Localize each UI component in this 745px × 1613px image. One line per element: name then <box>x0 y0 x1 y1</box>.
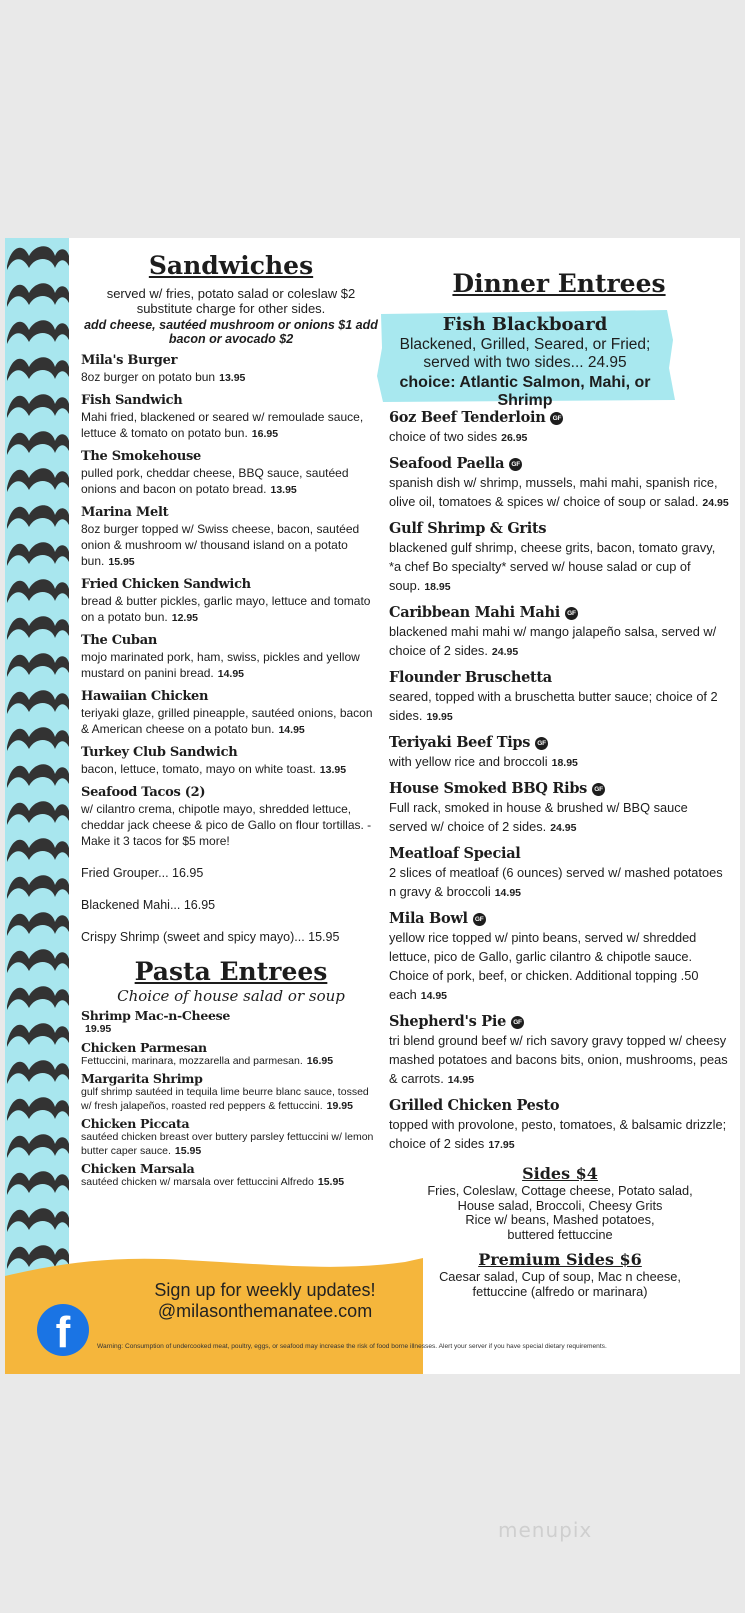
sandwiches-note: served w/ fries, potato salad or coleslaw $2 substitute charge for other sides. <box>106 286 356 316</box>
item-price: 13.95 <box>319 764 347 776</box>
side-line: buttered fettuccine <box>507 1226 613 1242</box>
item-name: Shepherd's Pie GF <box>389 1012 729 1031</box>
seafood-tacos-item <box>81 785 381 849</box>
wave-mark <box>7 468 69 492</box>
sandwiches-addons: add cheese, sautéed mushroom or onions $1 add bacon or avocado $2 <box>84 318 378 346</box>
item-name: Seafood Paella GF <box>389 454 729 473</box>
item-desc: choice of two sides 26.95 <box>389 429 528 444</box>
wave-mark <box>7 394 69 418</box>
item-name: Margarita Shrimp <box>81 1071 203 1086</box>
item-price: 16.95 <box>306 1054 334 1067</box>
item-name: 6oz Beef Tenderloin GF <box>389 408 729 427</box>
wave-mark <box>7 653 69 677</box>
wave-mark <box>7 505 69 529</box>
item-desc: seared, topped with a bruschetta butter sauce; choice of 2 sides. 19.95 <box>389 689 718 723</box>
signup-text <box>135 1280 395 1322</box>
item-price: 15.95 <box>174 1144 202 1157</box>
menu-item <box>389 408 729 448</box>
item-price: 14.95 <box>420 990 448 1002</box>
menu-item <box>389 733 729 773</box>
item-price: 19.95 <box>326 1099 353 1112</box>
menu-item <box>389 1096 729 1155</box>
side-line: Fries, Coleslaw, Cottage cheese, Potato salad, <box>427 1183 693 1198</box>
wave-mark <box>7 579 69 603</box>
left-column <box>81 250 381 1190</box>
item-desc: tri blend ground beef w/ rich savory gravy topped w/ cheesy mashed potatoes and bacons bits, onion, mushrooms, peas & carrots. 14.95 <box>389 1033 728 1086</box>
item-price: 12.95 <box>171 612 199 624</box>
pasta-note: Choice of house salad or soup <box>117 987 345 1005</box>
signup-line-2[interactable]: @milasonthemanatee.com <box>157 1301 373 1321</box>
menu-item <box>81 1071 381 1113</box>
premium-side-line: fettuccine (alfredo or marinara) <box>472 1283 648 1299</box>
premium-sides-list <box>410 1270 710 1299</box>
pasta-list <box>81 1008 381 1190</box>
taco-option: Crispy Shrimp (sweet and spicy mayo)... 15.95 <box>81 930 340 944</box>
menu-item <box>389 1012 729 1090</box>
menu-item <box>81 1116 381 1158</box>
menu-item <box>389 454 729 513</box>
item-name: Meatloaf Special <box>389 845 521 862</box>
side-line: House salad, Broccoli, Cheesy Grits <box>457 1197 663 1213</box>
menu-item <box>81 689 381 738</box>
item-desc: pulled pork, cheddar cheese, BBQ sauce, sautéed onions and bacon on potato bread. 13.95 <box>81 466 349 496</box>
menu-item <box>389 603 729 662</box>
item-desc: bread & butter pickles, garlic mayo, lettuce and tomato on a potato bun. 12.95 <box>81 594 371 624</box>
menu-item <box>81 1008 381 1037</box>
item-desc: bacon, lettuce, tomato, mayo on white toast. 13.95 <box>81 762 347 776</box>
item-desc: Mahi fried, blackened or seared w/ remoulade sauce, lettuce & tomato on potato bun. 16.95 <box>81 410 364 440</box>
wave-mark <box>7 431 69 455</box>
item-desc: with yellow rice and broccoli 18.95 <box>389 754 578 769</box>
sandwiches-title: Sandwiches <box>148 251 314 280</box>
side-line: Rice w/ beans, Mashed potatoes, <box>465 1212 655 1227</box>
item-desc: topped with provolone, pesto, tomatoes, & balsamic drizzle; choice of 2 sides 17.95 <box>389 1117 727 1151</box>
wave-mark <box>7 246 69 270</box>
item-price: 24.95 <box>702 497 729 509</box>
dinner-list <box>389 408 729 1155</box>
item-name: Turkey Club Sandwich <box>81 745 238 760</box>
item-price: 19.95 <box>85 1023 112 1035</box>
item-name: Mila's Burger <box>81 353 178 368</box>
item-price: 17.95 <box>488 1139 515 1151</box>
menu-item <box>81 1161 381 1190</box>
food-warning: Warning: Consumption of undercooked meat, poultry, eggs, or seafood may increase the risk of food borne illnesses. Alert your server if you have special dietary requirements. <box>97 1343 607 1350</box>
premium-side-line: Caesar salad, Cup of soup, Mac n cheese, <box>439 1269 681 1284</box>
menu-item <box>389 668 729 727</box>
item-desc: 2 slices of meatloaf (6 ounces) served w/ mashed potatoes n gravy & broccoli 14.95 <box>389 865 723 899</box>
wave-mark <box>7 690 69 714</box>
menu-item <box>81 633 381 682</box>
menu-item <box>81 505 381 570</box>
item-price: 26.95 <box>501 432 528 444</box>
item-desc <box>81 1023 381 1037</box>
menu-item <box>389 519 729 597</box>
wave-mark <box>7 1208 69 1232</box>
item-price: 18.95 <box>551 757 578 769</box>
tacos-extra: Make it 3 tacos for $5 more! <box>81 834 230 848</box>
gluten-free-icon: GF <box>511 1016 524 1029</box>
menu-page <box>5 238 740 1374</box>
gluten-free-icon: GF <box>565 607 578 620</box>
right-column <box>389 268 729 1155</box>
item-price: 15.95 <box>317 1176 345 1188</box>
item-price: 16.95 <box>251 428 279 440</box>
wave-mark <box>7 1097 69 1121</box>
item-name: The Cuban <box>81 633 157 648</box>
item-name: Shrimp Mac-n-Cheese <box>81 1008 231 1023</box>
item-name: Fried Chicken Sandwich <box>81 577 251 592</box>
wave-mark <box>7 320 69 344</box>
wave-mark <box>7 949 69 973</box>
wave-mark <box>7 1060 69 1084</box>
menu-item <box>389 909 729 1006</box>
gluten-free-icon: GF <box>509 458 522 471</box>
item-price: 19.95 <box>426 711 453 723</box>
wave-pattern-strip <box>5 238 69 1374</box>
menu-item <box>81 745 381 778</box>
item-name: Grilled Chicken Pesto <box>389 1097 560 1114</box>
item-desc: gulf shrimp sautéed in tequila lime beurre blanc sauce, tossed w/ fresh jalapeños, roasted red peppers & fettuccini. 19.95 <box>81 1086 369 1112</box>
fish-board-content <box>375 310 675 410</box>
item-desc: spanish dish w/ shrimp, mussels, mahi mahi, spanish rice, olive oil, tomatoes & spices w/ choice of soup or salad. 24.95 <box>389 475 729 509</box>
taco-options <box>81 865 381 945</box>
wave-mark <box>7 912 69 936</box>
item-name: Chicken Marsala <box>81 1161 195 1176</box>
item-price: 15.95 <box>108 556 135 568</box>
signup-line-1: Sign up for weekly updates! <box>154 1280 376 1300</box>
item-name: Chicken Parmesan <box>81 1039 207 1055</box>
wave-mark <box>7 727 69 751</box>
item-desc: Fettuccini, marinara, mozzarella and parmesan. 16.95 <box>81 1054 334 1067</box>
item-name: Teriyaki Beef Tips GF <box>389 733 729 752</box>
wave-mark <box>7 1134 69 1158</box>
item-price: 13.95 <box>270 484 297 496</box>
sides-list <box>410 1184 710 1242</box>
wave-mark <box>7 357 69 381</box>
menu-item <box>389 844 729 903</box>
item-name: Hawaiian Chicken <box>81 689 209 704</box>
taco-option: Blackened Mahi... 16.95 <box>81 898 216 912</box>
menu-item <box>81 577 381 626</box>
item-desc: 8oz burger on potato bun 13.95 <box>81 370 246 384</box>
fish-board-title: Fish Blackboard <box>442 314 608 335</box>
facebook-icon[interactable]: f <box>37 1304 89 1356</box>
item-desc: mojo marinated pork, ham, swiss, pickles and yellow mustard on panini bread. 14.95 <box>81 650 360 680</box>
item-desc: blackened mahi mahi w/ mango jalapeño salsa, served w/ choice of 2 sides. 24.95 <box>389 624 717 658</box>
gluten-free-icon: GF <box>592 783 605 796</box>
dinner-title: Dinner Entrees <box>452 269 666 298</box>
menu-item <box>81 449 381 498</box>
wave-mark <box>7 838 69 862</box>
sides-block <box>410 1164 710 1299</box>
fish-blackboard <box>389 310 729 409</box>
item-price: 24.95 <box>491 646 519 658</box>
gluten-free-icon: GF <box>473 913 486 926</box>
watermark: menupix <box>498 1518 593 1542</box>
wave-mark <box>7 801 69 825</box>
item-name: Gulf Shrimp & Grits <box>389 520 547 537</box>
item-desc: Full rack, smoked in house & brushed w/ BBQ sauce served w/ choice of 2 sides. 24.95 <box>389 800 688 834</box>
wave-mark <box>7 616 69 640</box>
wave-mark <box>7 542 69 566</box>
gluten-free-icon: GF <box>550 412 563 425</box>
item-desc: sautéed chicken breast over buttery parsley fettuccini w/ lemon butter caper sauce. 15.95 <box>81 1131 374 1157</box>
wave-mark <box>7 283 69 307</box>
gluten-free-icon: GF <box>535 737 548 750</box>
item-desc: w/ cilantro crema, chipotle mayo, shredded lettuce, cheddar jack cheese & pico de Gallo on flour tortillas. - <box>81 802 372 832</box>
menu-item <box>389 779 729 838</box>
item-desc: yellow rice topped w/ pinto beans, served w/ shredded lettuce, pico de Gallo, garlic cilantro & chipotle sauce. Choice of pork, beef, or chicken. Additional topping .50 each 14.95 <box>389 930 699 1002</box>
item-name: The Smokehouse <box>81 449 201 464</box>
item-desc: 8oz burger topped w/ Swiss cheese, bacon, sautéed onion & mushroom w/ thousand island on a potato bun. 15.95 <box>81 522 360 568</box>
sandwich-list <box>81 353 381 778</box>
item-name: Fish Sandwich <box>81 393 183 408</box>
sides-title: Sides $4 <box>522 1164 598 1183</box>
fish-board-choice: choice: Atlantic Salmon, Mahi, or Shrimp <box>399 374 651 409</box>
item-price: 24.95 <box>550 822 577 834</box>
item-desc: sautéed chicken w/ marsala over fettuccini Alfredo 15.95 <box>81 1176 345 1188</box>
item-name: Caribbean Mahi Mahi GF <box>389 603 729 622</box>
item-price: 14.95 <box>278 724 305 736</box>
item-price: 14.95 <box>217 668 245 680</box>
item-name: Chicken Piccata <box>81 1116 190 1131</box>
menu-item <box>81 353 381 386</box>
item-name: Flounder Bruschetta <box>389 669 552 686</box>
item-price: 14.95 <box>447 1074 475 1086</box>
item-price: 18.95 <box>424 581 451 593</box>
pasta-title: Pasta Entrees <box>134 957 328 986</box>
taco-option: Fried Grouper... 16.95 <box>81 866 204 880</box>
wave-mark <box>7 1171 69 1195</box>
premium-sides-title: Premium Sides $6 <box>478 1250 642 1269</box>
item-name: House Smoked BBQ Ribs GF <box>389 779 729 798</box>
item-name: Marina Melt <box>81 505 169 520</box>
item-price: 14.95 <box>494 887 521 899</box>
item-desc: teriyaki glaze, grilled pineapple, sautéed onions, bacon & American cheese on a potato bun. 14.95 <box>81 706 373 736</box>
fish-board-desc: Blackened, Grilled, Seared, or Fried; served with two sides... 24.95 <box>399 336 651 371</box>
wave-mark <box>7 875 69 899</box>
menu-item <box>81 1040 381 1069</box>
item-name: Seafood Tacos (2) <box>81 785 206 800</box>
item-price: 13.95 <box>219 372 246 384</box>
wave-mark <box>7 1023 69 1047</box>
menu-item <box>81 393 381 442</box>
wave-mark <box>7 986 69 1010</box>
item-desc: blackened gulf shrimp, cheese grits, bacon, tomato gravy, *a chef Bo specialty* served w/ house salad or cup of soup. 18.95 <box>389 540 716 593</box>
wave-mark <box>7 764 69 788</box>
item-name: Mila Bowl GF <box>389 909 729 928</box>
